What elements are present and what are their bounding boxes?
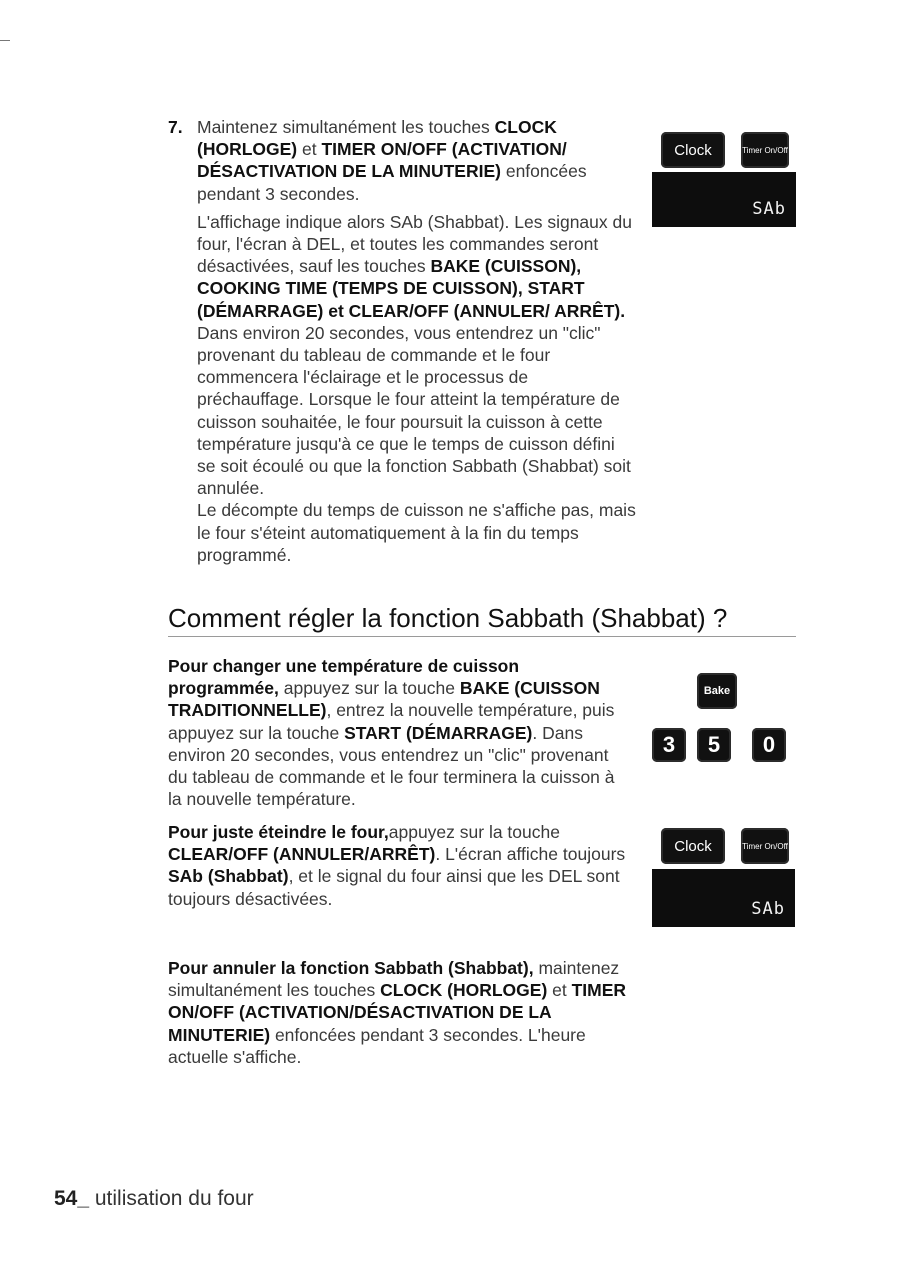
bold-text-run: SAb (Shabbat): [168, 866, 289, 887]
digit-key-3: 3: [652, 728, 686, 762]
bold-text-run: Pour juste éteindre le four,: [168, 822, 389, 842]
step-7-body: [197, 116, 638, 566]
timer-on-off-key: Timer On/Off: [741, 132, 789, 168]
display-text: SAb: [752, 199, 786, 219]
step-number: 7.: [168, 117, 183, 137]
text-run: enfoncées pendant 3 secondes.: [197, 161, 587, 204]
text-run: , et le signal du four ainsi que les DEL sont toujours désactivées.: [168, 866, 620, 909]
bold-text-run: TIMER ON/OFF (ACTIVATION/ DÉSACTIVATION DE LA MINUTERIE): [197, 139, 567, 182]
footer-section-title: utilisation du four: [89, 1187, 254, 1210]
text-run: enfoncées pendant 3 secondes. L'heure actuelle s'affiche.: [168, 1024, 586, 1067]
text-run: et: [547, 980, 572, 1001]
page-footer: [54, 1187, 254, 1211]
clock-key: Clock: [661, 132, 725, 168]
step-7-paragraph-1: [197, 116, 638, 205]
step-7-paragraph-3: Dans environ 20 secondes, vous entendrez un "clic" provenant du tableau de commande et le four commencera l'éclairage et le processus de préchauffage. Lorsque le four atteint la température de cuisson souhaitée, le four poursuit la cuisson à cette température jusqu'à ce que le temps de cuisson défini se soit écoulé ou que la fonction Sabbath (Shabbat) soit annulée.: [197, 322, 631, 499]
text-run: maintenez simultanément les touches: [168, 958, 620, 1001]
text-run: . Dans environ 20 secondes, vous entendrez un "clic" provenant du tableau de commande et le four terminera la cuisson à la nouvelle température.: [168, 722, 615, 810]
text-run: L'affichage indique alors SAb (Shabbat). Les signaux du four, l'écran à DEL, et toutes les commandes seront désactivées, sauf les touches: [197, 211, 632, 277]
bold-text-run: CLEAR/OFF (ANNULER/ARRÊT): [168, 844, 436, 865]
text-run: , entrez la nouvelle température, puis appuyez sur la touche: [168, 700, 615, 743]
step-7-paragraph-2: [197, 211, 638, 322]
bold-text-run: BAKE (CUISSON), COOKING TIME (TEMPS DE CUISSON), START (DÉMARRAGE) et CLEAR/OFF (ANNULER/ ARRÊT).: [197, 256, 626, 321]
digit-key-0: 0: [752, 728, 786, 762]
digit-key-5: 5: [697, 728, 731, 762]
text-run: Maintenez simultanément les touches: [197, 117, 495, 137]
crop-mark: [0, 40, 10, 41]
paragraph-cancel-sabbath: [168, 957, 628, 1068]
page-number: 54_: [54, 1187, 90, 1210]
section-heading: Comment régler la fonction Sabbath (Shabbat) ?: [168, 602, 796, 637]
oven-display: [652, 869, 795, 927]
text-run: appuyez sur la touche: [388, 822, 560, 842]
step-7: [168, 116, 638, 566]
bold-text-run: TIMER ON/OFF (ACTIVATION/DÉSACTIVATION DE LA MINUTERIE): [168, 980, 627, 1045]
bold-text-run: START (DÉMARRAGE): [344, 722, 533, 743]
timer-on-off-key: Timer On/Off: [741, 828, 789, 864]
text-run: appuyez sur la touche: [278, 678, 460, 699]
paragraph-turn-off-oven: [168, 821, 628, 910]
paragraph-change-temperature: [168, 655, 628, 810]
display-text: SAb: [751, 899, 785, 919]
bold-text-run: BAKE (CUISSON TRADITIONNELLE): [168, 678, 600, 721]
bold-text-run: CLOCK (HORLOGE): [197, 117, 557, 160]
bold-text-run: Pour annuler la fonction Sabbath (Shabbat),: [168, 958, 534, 978]
oven-display: [652, 172, 796, 227]
bake-key: Bake: [697, 673, 737, 709]
bold-text-run: CLOCK (HORLOGE): [380, 980, 548, 1001]
clock-key: Clock: [661, 828, 725, 864]
bold-text-run: Pour changer une température de cuisson programmée,: [168, 656, 520, 699]
text-run: . L'écran affiche toujours: [435, 844, 626, 865]
step-7-paragraph-4: Le décompte du temps de cuisson ne s'affiche pas, mais le four s'éteint automatiquement à la fin du temps programmé.: [197, 500, 636, 565]
text-run: et: [297, 139, 322, 160]
